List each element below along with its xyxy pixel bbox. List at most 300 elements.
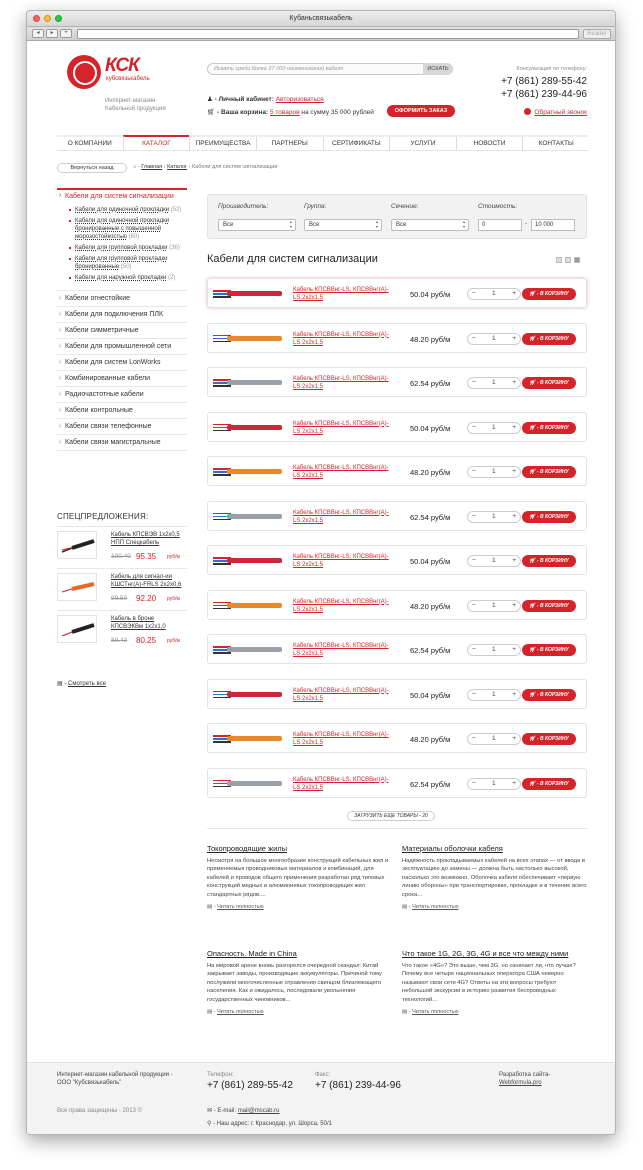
- cart-icon: 🛒︎ -: [529, 691, 540, 698]
- user-icon: ♟: [207, 96, 215, 103]
- subcategory-count: (2): [168, 275, 176, 281]
- read-more-label: Читать полностью: [217, 1009, 264, 1016]
- product-thumbnail[interactable]: [57, 531, 97, 559]
- read-more-label: Читать полностью: [217, 904, 264, 911]
- quantity-stepper[interactable]: [467, 288, 521, 300]
- product-image[interactable]: [213, 690, 283, 700]
- product-price: [410, 335, 450, 344]
- wire: [213, 652, 231, 654]
- tagline-line: Кабельной продукции: [105, 106, 166, 112]
- product-row: [207, 590, 587, 620]
- nav-certificates[interactable]: СЕРТИФИКАТЫ: [323, 137, 390, 150]
- price-unit: руб/м: [430, 601, 451, 611]
- address-bar[interactable]: [77, 29, 579, 39]
- footer-phone: +7 (861) 289-55-42: [207, 1080, 293, 1091]
- cable-sheath: [227, 291, 282, 296]
- browser-window: [26, 10, 616, 1135]
- cable-sheath: [227, 736, 282, 741]
- filter-panel: [207, 194, 587, 239]
- product-row: [207, 679, 587, 709]
- add-to-cart-label: В КОРЗИНУ: [539, 780, 569, 787]
- product-name-link[interactable]: Кабель КПСВВнг-LS, КПСВВнг(А)-LS 2х2х1,5: [293, 420, 389, 435]
- breadcrumb-home[interactable]: Главная: [141, 164, 163, 170]
- sidebar-item[interactable]: › Кабели связи магистральные: [57, 434, 187, 451]
- nav-partners[interactable]: ПАРТНЕРЫ: [256, 137, 323, 150]
- subcategory-count: (50): [120, 264, 132, 270]
- minus-icon[interactable]: −: [472, 423, 476, 431]
- fax-label: Факс:: [315, 1072, 331, 1078]
- cart-icon: 🛒︎ -: [529, 291, 540, 297]
- price-unit: руб/м: [430, 379, 451, 388]
- subcategory-item[interactable]: [71, 217, 187, 241]
- product-row: [207, 323, 587, 353]
- title-bar: [27, 11, 615, 27]
- old-price: 99.50: [111, 595, 128, 602]
- plus-icon[interactable]: +: [512, 601, 516, 609]
- cable-sheath: [227, 469, 282, 474]
- checkout-label: ОФОРМИТЬ ЗАКАЗ: [394, 108, 448, 114]
- minus-icon[interactable]: −: [472, 779, 476, 787]
- quantity-stepper[interactable]: [467, 377, 521, 389]
- nav-services[interactable]: УСЛУГИ: [389, 137, 456, 150]
- product-name-link[interactable]: Кабель КПСВВнг-LS, КПСВВнг(А)-LS 2х2х1,5: [293, 687, 389, 702]
- main-nav: [57, 135, 589, 151]
- new-price: 80.25: [136, 636, 157, 645]
- plus-icon[interactable]: +: [512, 423, 516, 431]
- add-to-cart-label: В КОРЗИНУ: [539, 469, 569, 475]
- list-view-icon[interactable]: [574, 257, 580, 263]
- minus-icon[interactable]: −: [472, 290, 476, 297]
- nav-catalog[interactable]: КАТАЛОГ: [123, 135, 190, 150]
- product-image[interactable]: [213, 423, 283, 433]
- article: [207, 949, 392, 1015]
- logo[interactable]: [67, 55, 187, 95]
- cabinet-label: - Личный кабинет:: [214, 96, 274, 103]
- price-unit: руб/м: [430, 512, 451, 522]
- product-row: [207, 723, 587, 753]
- product-image[interactable]: [213, 645, 283, 655]
- phone-icon: [524, 108, 531, 115]
- breadcrumb-catalog[interactable]: Каталог: [167, 164, 188, 170]
- page-title: Кабели для систем сигнализации: [207, 253, 378, 265]
- price-value: 50.04: [410, 557, 429, 566]
- product-price: [410, 290, 450, 299]
- sidebar-item[interactable]: › Кабели огнестойкие: [57, 290, 187, 306]
- cart-icon: 🛒︎ -: [529, 513, 540, 520]
- minus-icon[interactable]: −: [472, 512, 476, 520]
- grid-view-icon[interactable]: [556, 257, 562, 263]
- sidebar-item[interactable]: › Кабели для промышленной сети: [57, 338, 187, 354]
- product-name-link[interactable]: Кабель КПСВВнг-LS, КПСВВнг(А)-LS 2х2х1,5: [293, 776, 389, 791]
- logo-mark: [67, 55, 101, 89]
- subcategory-count: (52): [170, 207, 182, 213]
- quantity-stepper[interactable]: [467, 644, 521, 656]
- plus-icon[interactable]: +: [512, 735, 516, 742]
- logo-text: КСК: [105, 55, 139, 76]
- add-to-cart-button[interactable]: [522, 644, 576, 656]
- reader-button[interactable]: Reader: [583, 29, 611, 39]
- sidebar-item[interactable]: › Комбинированные кабели: [57, 370, 187, 386]
- price-value: 50.04: [410, 690, 429, 700]
- product-name-link[interactable]: Кабель КПСВВнг-LS, КПСВВнг(А)-LS 2х2х1,5: [293, 331, 389, 346]
- minimize-icon[interactable]: [44, 15, 51, 22]
- search-button[interactable]: ИСКАТЬ: [423, 63, 453, 75]
- quantity-stepper[interactable]: [467, 333, 521, 345]
- product-price: [410, 735, 450, 744]
- footer-address: [207, 1120, 332, 1128]
- subcategory-label: Кабели для групповой прокладки: [75, 245, 168, 251]
- filter-label: Производитель:: [218, 203, 269, 210]
- product-image[interactable]: [213, 734, 283, 744]
- add-to-cart-button[interactable]: [522, 778, 576, 790]
- sidebar-item[interactable]: › Кабели для систем LonWorks: [57, 354, 187, 370]
- wire: [213, 608, 231, 610]
- price-unit: руб/м: [430, 779, 451, 789]
- sidebar-item[interactable]: › Кабели для подключения ПЛК: [57, 306, 187, 322]
- email-label: - E-mail:: [213, 1108, 237, 1114]
- product-thumbnail[interactable]: [57, 615, 97, 643]
- footer-shop: [57, 1071, 173, 1087]
- add-to-cart-label: В КОРЗИНУ: [539, 513, 569, 520]
- quantity-stepper[interactable]: [467, 511, 521, 523]
- quantity-value[interactable]: 1: [492, 468, 496, 475]
- price-value: 50.04: [410, 423, 429, 433]
- quantity-value[interactable]: 1: [492, 557, 496, 564]
- subcategory-item[interactable]: [71, 244, 187, 252]
- quantity-stepper[interactable]: [467, 733, 521, 745]
- add-to-cart-label: В КОРЗИНУ: [539, 602, 569, 609]
- price-value: 48.20: [410, 735, 429, 744]
- product-price: [410, 691, 450, 700]
- special-name[interactable]: Кабель для сигнал-ии КШСТнг(А)-FRLS 2х2х0,6: [111, 574, 182, 588]
- price-unit: руб/м: [167, 596, 180, 602]
- price-value: 48.20: [410, 334, 429, 344]
- wire: [213, 341, 231, 343]
- cost-to-input[interactable]: 10 000: [531, 219, 575, 231]
- product-price: [410, 513, 450, 522]
- product-thumbnail[interactable]: [57, 573, 97, 601]
- cart-icon: 🛒︎ -: [529, 780, 540, 787]
- wire: [213, 741, 231, 743]
- add-tab-icon[interactable]: +: [60, 29, 72, 38]
- new-price: 95.35: [136, 552, 157, 561]
- sidebar-item-active[interactable]: › Кабели для систем сигнализации: [57, 188, 187, 203]
- add-to-cart-button[interactable]: [522, 689, 576, 701]
- article-title[interactable]: Токопроводящие жилы: [207, 844, 288, 853]
- cart-icon: 🛒︎ -: [529, 736, 540, 742]
- minus-icon[interactable]: −: [472, 690, 476, 698]
- product-price: [410, 379, 450, 388]
- add-to-cart-label: В КОРЗИНУ: [539, 424, 569, 431]
- back-arrow-icon[interactable]: ◂: [32, 29, 44, 38]
- cable-sheath: [227, 558, 282, 563]
- plus-icon[interactable]: +: [512, 334, 516, 342]
- see-all-link[interactable]: [57, 680, 106, 687]
- quantity-stepper[interactable]: [467, 778, 521, 790]
- price-value: 62.54: [410, 512, 429, 522]
- breadcrumb-current: Кабели для систем сигнализации: [191, 164, 278, 170]
- wire: [213, 697, 231, 699]
- wire: [213, 296, 231, 298]
- mail-icon: ✉: [207, 1108, 214, 1114]
- footer-email: [207, 1107, 279, 1115]
- wire: [213, 786, 231, 788]
- minus-icon[interactable]: −: [472, 557, 476, 564]
- close-icon[interactable]: [33, 15, 40, 22]
- subcategory-label: Кабели для одиночной прокладки: [75, 207, 170, 213]
- address-label: - Наш адрес:: [213, 1121, 250, 1127]
- home-icon: ⌂ -: [133, 164, 142, 170]
- special-offer[interactable]: [57, 526, 187, 566]
- pin-icon: ⚲: [207, 1121, 214, 1127]
- price-unit: руб/м: [167, 638, 180, 644]
- article-title[interactable]: Материалы оболочки кабеля: [402, 844, 503, 853]
- quantity-value[interactable]: 1: [492, 601, 496, 609]
- developer-label: Разработка сайта-: [499, 1072, 551, 1078]
- address-value: г. Краснодар, ул. Шорса, 50/1: [250, 1121, 332, 1127]
- article-title[interactable]: Что такое 1G, 2G, 3G, 4G и все что между ними: [402, 949, 569, 958]
- subcategory-item[interactable]: [71, 274, 187, 282]
- subcategory-label: Кабели для наружной прокладки: [75, 275, 167, 281]
- section-select[interactable]: Все ▴▾: [391, 219, 469, 231]
- read-more-label: Читать полностью: [412, 904, 459, 911]
- product-row: [207, 768, 587, 798]
- minus-icon[interactable]: −: [472, 334, 476, 342]
- product-image[interactable]: [213, 334, 283, 344]
- tagline-line: Интернет-магазин: [105, 98, 156, 104]
- product-name-link[interactable]: Кабель КПСВВнг-LS, КПСВВнг(А)-LS 2х2х1,5: [293, 732, 389, 746]
- cart-icon: 🛒︎ -: [529, 380, 540, 386]
- login-link[interactable]: Авторизоваться: [275, 96, 324, 103]
- developer: [499, 1071, 550, 1087]
- price-value: 62.54: [410, 379, 429, 388]
- cart-icon: 🛒︎ -: [529, 647, 540, 653]
- window-title: Кубаньсвязькабель: [289, 15, 353, 22]
- quantity-stepper[interactable]: [467, 466, 521, 478]
- logo-subtitle: кубсвязькабель: [106, 76, 150, 82]
- add-to-cart-button[interactable]: [522, 555, 576, 567]
- product-name-link[interactable]: Кабель КПСВВнг-LS, КПСВВнг(А)-LS 2х2х1,5: [293, 287, 389, 301]
- quantity-value[interactable]: 1: [492, 735, 496, 742]
- search-placeholder: Искать среди более 27 000 наименований кабеля: [214, 66, 344, 72]
- back-button[interactable]: Вернуться назад: [57, 163, 127, 173]
- checkout-button[interactable]: [387, 105, 455, 117]
- footer-rights: Все права защищены - 2013 ©: [57, 1108, 143, 1114]
- basket-link[interactable]: 5 товаров: [269, 109, 300, 116]
- read-more-link[interactable]: ▤ - Читать полностью: [402, 904, 459, 911]
- add-to-cart-button[interactable]: [522, 733, 576, 745]
- footer-fax: +7 (861) 239-44-96: [315, 1080, 401, 1091]
- add-to-cart-label: В КОРЗИНУ: [539, 647, 569, 653]
- special-name[interactable]: Кабель КПСВЭВ 1х2х0,5 НПП Спецкабель: [111, 532, 180, 546]
- price-value: 48.20: [410, 601, 429, 611]
- quantity-value[interactable]: 1: [492, 690, 496, 698]
- quantity-value[interactable]: 1: [492, 646, 496, 653]
- search-input[interactable]: [207, 63, 453, 75]
- product-name-link[interactable]: Кабель КПСВВнг-LS, КПСВВнг(А)-LS 2х2х1,5: [293, 465, 389, 479]
- load-more-button[interactable]: ЗАГРУЗИТЬ ЕЩЕ ТОВАРЫ - 20: [347, 811, 435, 821]
- cart-icon: 🛒︎ -: [529, 602, 540, 609]
- forward-arrow-icon[interactable]: ▸: [46, 29, 58, 38]
- quantity-value[interactable]: 1: [492, 779, 496, 787]
- plus-icon[interactable]: +: [512, 512, 516, 520]
- product-image[interactable]: [213, 779, 283, 789]
- product-price: [410, 646, 450, 655]
- plus-icon[interactable]: +: [512, 290, 516, 297]
- special-offer[interactable]: [57, 568, 187, 608]
- see-all-label: Смотреть все: [68, 681, 106, 687]
- filter-label: Стоимость:: [478, 203, 518, 210]
- product-price: [410, 780, 450, 789]
- nav-about[interactable]: О КОМПАНИИ: [67, 140, 112, 147]
- quantity-value[interactable]: 1: [492, 423, 496, 431]
- add-to-cart-label: В КОРЗИНУ: [539, 691, 569, 698]
- plus-icon[interactable]: +: [512, 646, 516, 653]
- nav-contacts[interactable]: КОНТАКТЫ: [522, 137, 589, 150]
- quantity-value[interactable]: 1: [492, 334, 496, 342]
- special-name[interactable]: Кабель в броне КПСВЭКВм 1х2х1,0: [111, 616, 166, 630]
- price-unit: руб/м: [430, 334, 451, 344]
- article-body: Надёжность прокладываемых кабелей на всех этапах — от ввода в эксплуатацию до замены — должна быть настолько высокой, насколько это возможно. Оболочка кабеля обеспечивает «первую линию обороны» при транспортировке, прокладке и в течение всего срока...: [402, 858, 587, 898]
- read-more-link[interactable]: ▤ - Читать полностью: [402, 1009, 459, 1016]
- product-row: [207, 278, 587, 308]
- specials-title: СПЕЦПРЕДЛОЖЕНИЯ:: [57, 512, 149, 521]
- cable-sheath: [227, 692, 282, 697]
- product-name-link[interactable]: Кабель КПСВВнг-LS, КПСВВнг(А)-LS 2х2х1,5: [293, 509, 389, 524]
- basket-line: [207, 108, 374, 116]
- filter-label: Группа:: [304, 203, 327, 210]
- product-name-link[interactable]: Кабель КПСВВнг-LS, КПСВВнг(А)-LS 2х2х1,5: [293, 554, 389, 568]
- nav-news[interactable]: НОВОСТИ: [456, 137, 523, 150]
- add-to-cart-button[interactable]: [522, 511, 576, 523]
- price-unit: руб/м: [430, 735, 451, 744]
- consult-label: Консультация по телефону:: [516, 66, 587, 72]
- plus-icon[interactable]: +: [512, 468, 516, 475]
- article-body: Несмотря на большое многообразие конструкций кабельных жил и применяемых проводниковых материалов и комбинаций, для кабелей и проводов общего применения разработан ряд типовых конструкций медных и алюминиевых токопроводящих жил стандартных рядов....: [207, 858, 389, 898]
- cable-sheath: [227, 425, 282, 430]
- product-image[interactable]: [213, 289, 283, 299]
- add-to-cart-button[interactable]: [522, 466, 576, 478]
- quantity-stepper[interactable]: [467, 555, 521, 567]
- category-sidebar: [57, 188, 187, 451]
- product-row: [207, 634, 587, 664]
- quantity-value[interactable]: 1: [492, 512, 496, 520]
- minus-icon[interactable]: −: [472, 468, 476, 475]
- nav-advantages[interactable]: ПРЕИМУЩЕСТВА: [189, 137, 256, 150]
- callback-link[interactable]: [524, 108, 587, 116]
- wire: [213, 430, 231, 432]
- range-dash: -: [525, 221, 527, 227]
- cable-sheath: [227, 336, 282, 341]
- product-name-link[interactable]: Кабель КПСВВнг-LS, КПСВВнг(А)-LS 2х2х1,5: [293, 643, 389, 657]
- zoom-icon[interactable]: [55, 15, 62, 22]
- add-to-cart-button[interactable]: [522, 422, 576, 434]
- sidebar-item[interactable]: › Кабели связи телефонные: [57, 418, 187, 434]
- plus-icon[interactable]: +: [512, 557, 516, 564]
- product-image[interactable]: [213, 601, 283, 611]
- plus-icon[interactable]: +: [512, 379, 516, 386]
- article-title[interactable]: Опасность. Made in China: [207, 949, 297, 958]
- quantity-stepper[interactable]: [467, 422, 521, 434]
- product-row: [207, 501, 587, 531]
- product-price: [410, 557, 450, 566]
- minus-icon[interactable]: −: [472, 735, 476, 742]
- cost-from-input[interactable]: 0: [478, 219, 522, 231]
- product-name-link[interactable]: Кабель КПСВВнг-LS, КПСВВнг(А)-LS 2х2х1,5: [293, 598, 389, 613]
- minus-icon[interactable]: −: [472, 379, 476, 386]
- article-body: На мировой арене вновь разгорелся очередной скандал: Китай закрывает заводы, производящие аккумуляторы. Причиной тому послужили многочисленные отравления свинцом близлежащего населения. Как и ожидалось, последовали увольнения государственных чиновников...: [207, 963, 382, 1003]
- product-image[interactable]: [213, 467, 283, 477]
- cable-sheath: [227, 781, 282, 786]
- browser-toolbar: [27, 27, 615, 41]
- read-more-link[interactable]: ▤ - Читать полностью: [207, 1009, 264, 1016]
- subcategory-item[interactable]: [71, 206, 187, 214]
- product-row: [207, 545, 587, 575]
- window-controls: [33, 15, 62, 22]
- wire: [213, 385, 231, 387]
- group-select[interactable]: Все ▴▾: [304, 219, 382, 231]
- phone-secondary: +7 (861) 239-44-96: [501, 89, 587, 100]
- read-more-link[interactable]: ▤ - Читать полностью: [207, 904, 264, 911]
- special-offer[interactable]: [57, 610, 187, 650]
- callback-label: Обратный звонок: [534, 109, 587, 116]
- add-to-cart-button[interactable]: [522, 333, 576, 345]
- developer-link[interactable]: Webformula.pro: [499, 1080, 542, 1086]
- minus-icon[interactable]: −: [472, 601, 476, 609]
- price-unit: руб/м: [430, 290, 451, 299]
- manufacturer-select[interactable]: Все ▴▾: [218, 219, 296, 231]
- product-image[interactable]: [213, 512, 283, 522]
- footer-shop-line: ООО "Кубсвязькабель": [57, 1080, 122, 1086]
- cart-icon: 🛒︎ -: [529, 469, 540, 475]
- plus-icon[interactable]: +: [512, 690, 516, 698]
- cable-sheath: [227, 647, 282, 652]
- tile-view-icon[interactable]: [565, 257, 571, 263]
- price-value: 62.54: [410, 646, 429, 655]
- add-to-cart-button[interactable]: [522, 288, 576, 300]
- quantity-value[interactable]: 1: [492, 290, 496, 297]
- sidebar-item[interactable]: › Радиочастотные кабели: [57, 386, 187, 402]
- add-to-cart-button[interactable]: [522, 600, 576, 612]
- product-image[interactable]: [213, 378, 283, 388]
- sidebar-item[interactable]: › Кабели контрольные: [57, 402, 187, 418]
- old-price: 100.40: [111, 553, 131, 560]
- email-link[interactable]: mail@mscab.ru: [237, 1108, 280, 1114]
- quantity-stepper[interactable]: [467, 600, 521, 612]
- quantity-value[interactable]: 1: [492, 379, 496, 386]
- add-to-cart-label: В КОРЗИНУ: [539, 291, 569, 297]
- minus-icon[interactable]: −: [472, 646, 476, 653]
- product-price: [410, 602, 450, 611]
- wire: [213, 563, 231, 565]
- add-to-cart-label: В КОРЗИНУ: [539, 335, 569, 342]
- subcategory-label: Кабели для групповой прокладки бронированные: [75, 256, 168, 270]
- subcategory-item[interactable]: [71, 255, 187, 271]
- product-image[interactable]: [213, 556, 283, 566]
- read-more-label: Читать полностью: [412, 1009, 459, 1016]
- price-unit: руб/м: [430, 468, 451, 477]
- article: [402, 844, 587, 910]
- plus-icon[interactable]: +: [512, 779, 516, 787]
- filter-label: Сечение:: [391, 203, 419, 210]
- sidebar-item[interactable]: › Кабели симметричные: [57, 322, 187, 338]
- quantity-stepper[interactable]: [467, 689, 521, 701]
- cart-icon: 🛒︎ -: [529, 335, 540, 342]
- cart-icon: 🛒︎ -: [529, 558, 540, 564]
- add-to-cart-button[interactable]: [522, 377, 576, 389]
- product-name-link[interactable]: Кабель КПСВВнг-LS, КПСВВнг(А)-LS 2х2х1,5: [293, 376, 389, 390]
- price-unit: руб/м: [167, 554, 180, 560]
